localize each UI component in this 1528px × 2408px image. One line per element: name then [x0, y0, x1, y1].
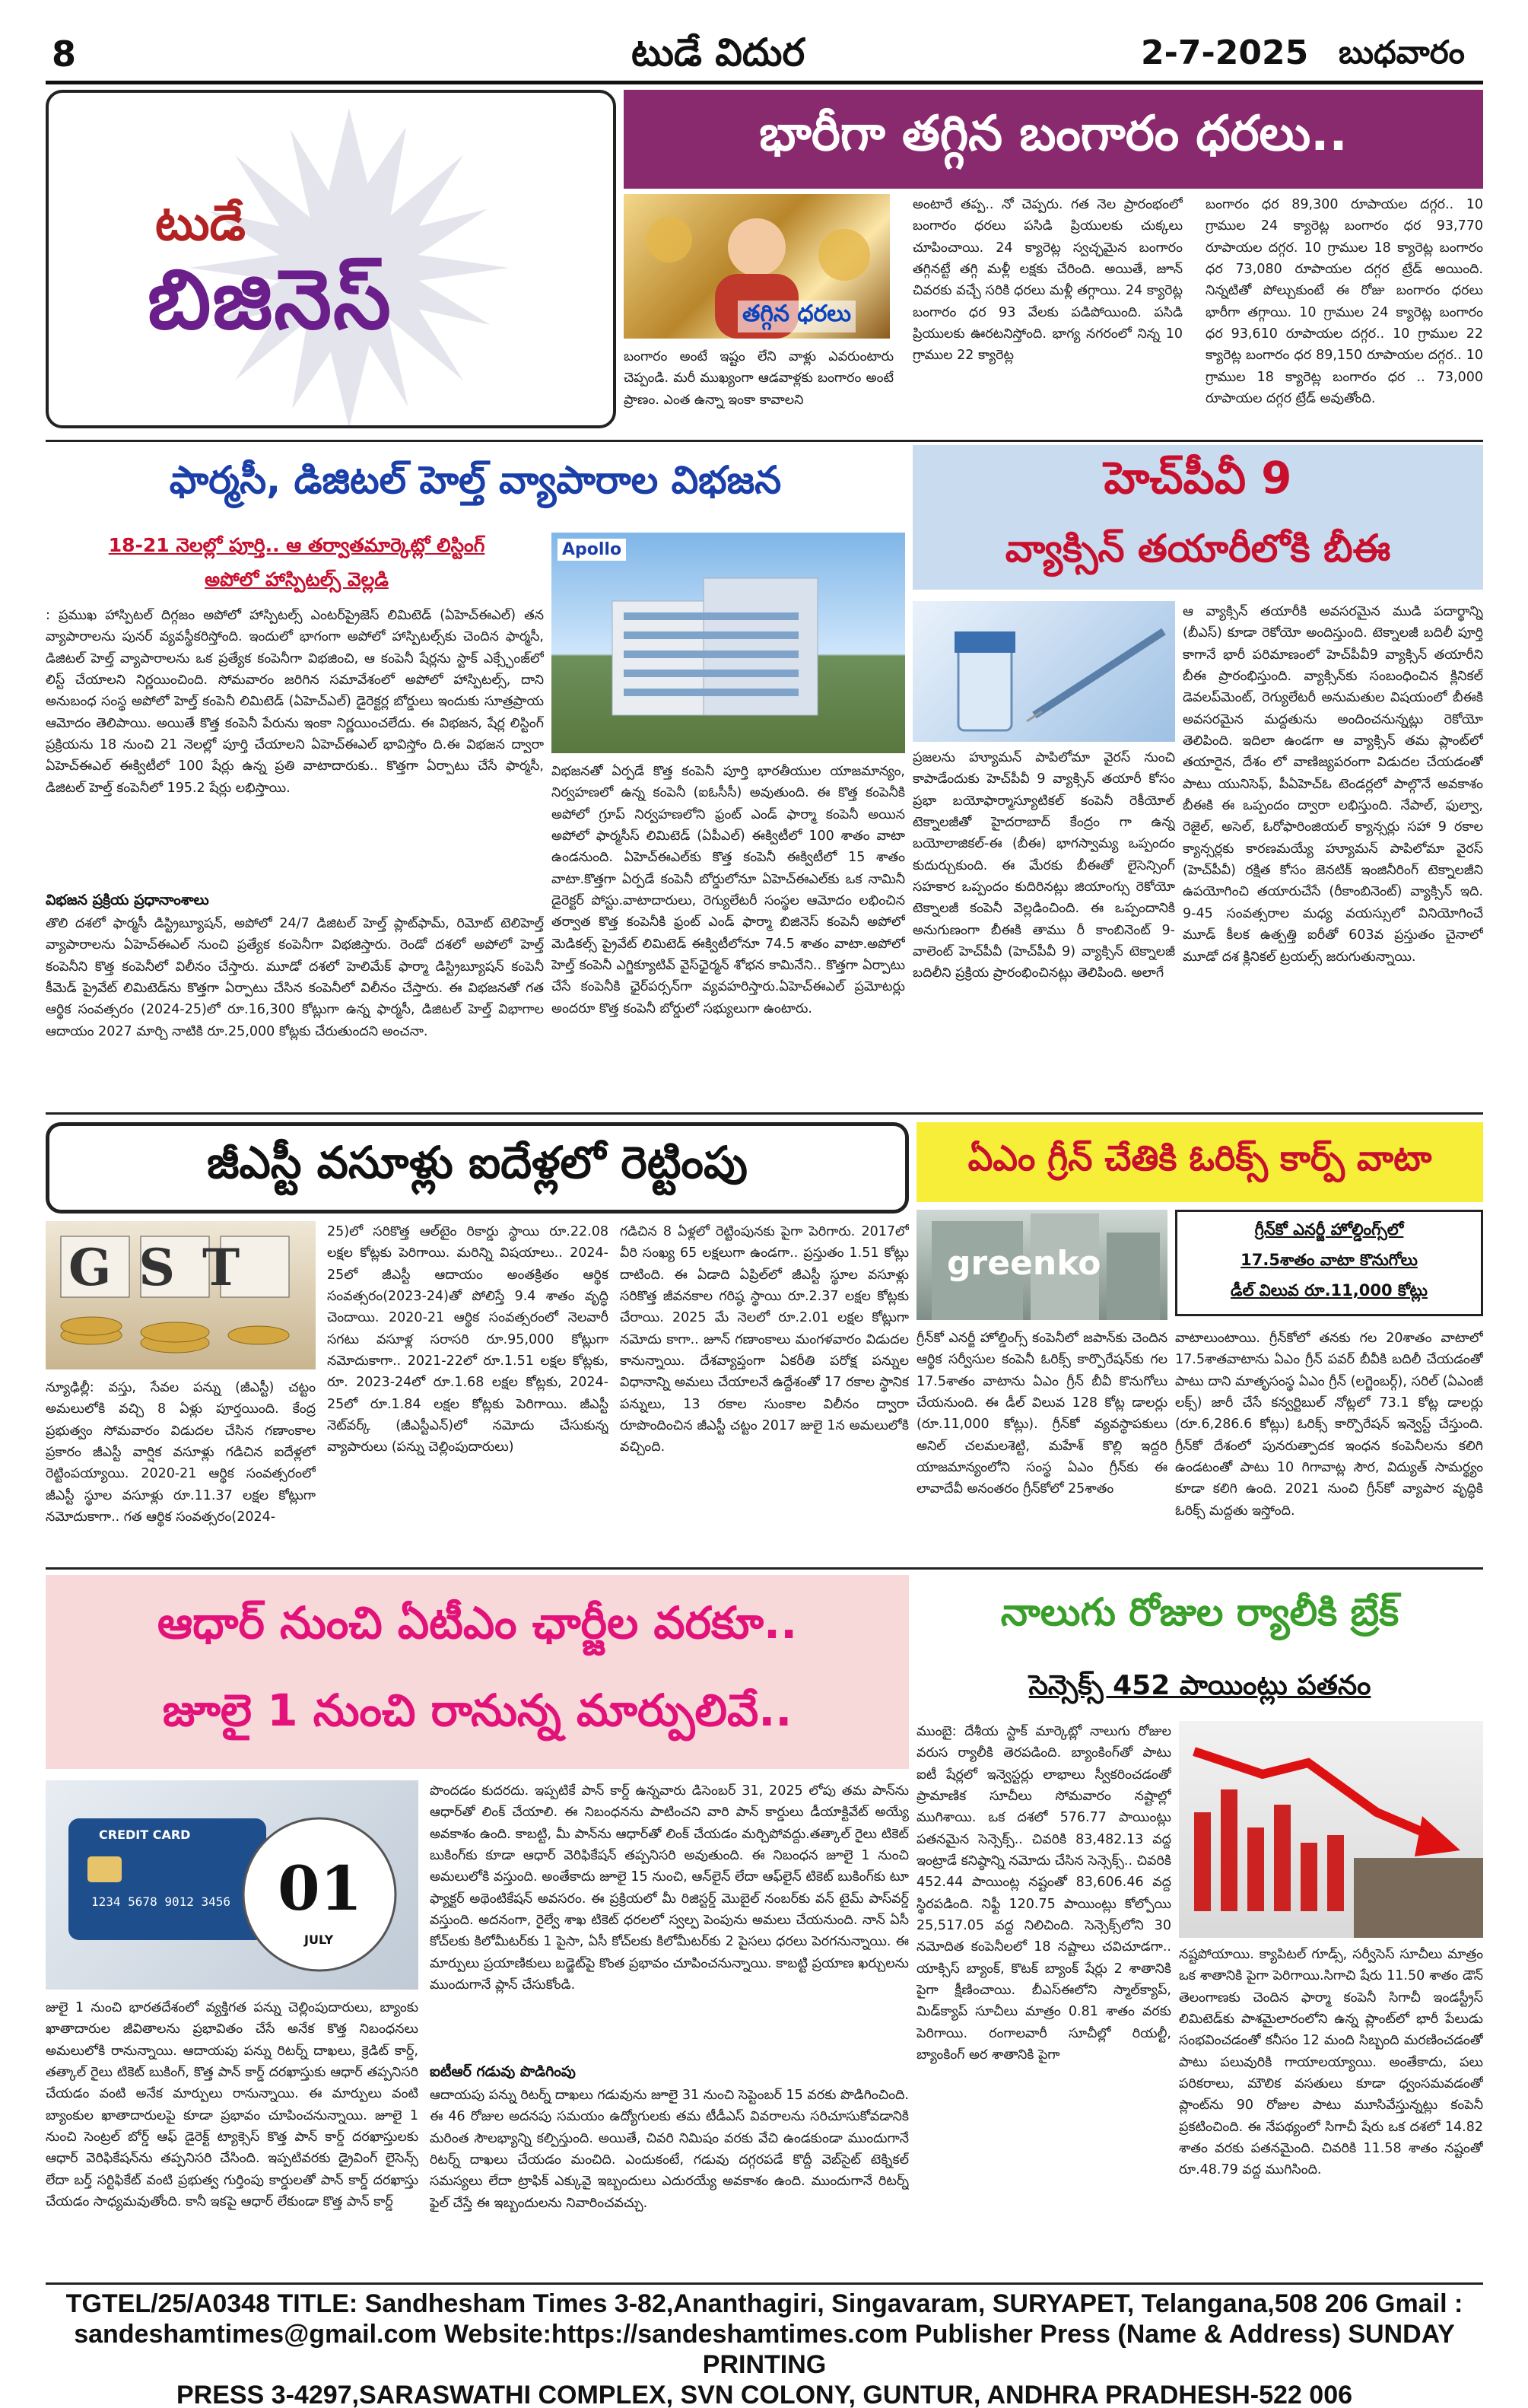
divider	[46, 440, 1483, 442]
gold-col1: బంగారం అంటే ఇష్టం లేని వాళ్లు ఎవరుంటారు చెప్పండి. మరీ ముఖ్యంగా ఆడవాళ్లకు బంగారం అంటే ప్రాణం. ఎంత ఉన్నా ఇంకా కావాలని	[624, 349, 894, 408]
apollo-logo-label: Apollo	[558, 539, 626, 561]
gst-headline: జీఎస్టీ వసూళ్లు ఐదేళ్లలో రెట్టింపు	[46, 1122, 909, 1214]
apollo-subhead1: 18-21 నెలల్లో పూర్తి.. ఆ తర్వాతమార్కెట్లో లిస్టింగ్	[108, 534, 485, 556]
gold-col2: అంటారే తప్ప.. నో చెప్పరు. గత నెల ప్రారంభంలో బంగారం ధరలు పసిడి ప్రియులకు చుక్కలు చూపించాయి. 24 క్యారెట్ల స్వచ్ఛమైన బంగారం తగ్గినట్టే తగ్గి మళ్లీ లక్షకు చేరింది. అయితే, జూన్ చివరకు వచ్చే సరికి ధరలు మళ్లీ తగ్గాయి. 24 క్యారెట్ల బంగారం ధర 93 వేలకు పడిపోయింది. పసిడి ప్రియులకు ఊరటనిస్తోంది. భాగ్య నగరంలో నిన్న 10 గ్రాముల 22 క్యారెట్ల	[913, 197, 1183, 364]
amgreen-box-line2: 17.5శాతం వాటా కొనుగోలు	[1241, 1251, 1418, 1269]
aadhar-headline1: ఆధార్ నుంచి ఏటీఎం ఛార్జీల వరకూ..	[157, 1596, 798, 1649]
hpv-headline1: హెచ్‌పీవీ 9	[1104, 451, 1292, 504]
gst-col3: గడిచిన 8 ఏళ్లలో రెట్టింపునకు పైగా పెరిగారు. 2017లో వీరి సంఖ్య 65 లక్షలుగా ఉండగా.. ప్రస్తుతం 1.51 కోట్లు దాటింది. ఈ ఏడాది ఏప్రిల్‌లో జీఎస్టీ స్థూల వసూళ్లు సరికొత్త జీవనకాల గరిష్ఠ స్థాయి రూ.2.37 లక్షల కోట్లకు చేరాయి. 2025 మే నెలలో రూ.2.01 లక్షల కోట్లుగా నమోదు కాగా.. జూన్ గణాంకాలు మంగళవారం విడుదల కానున్నాయి. దేశవ్యాప్తంగా ఏకరీతి పరోక్ష పన్నుల విధానాన్ని అమలు చేయాలనే ఉద్దేశంతో 17 రకాల స్థానిక పన్నులు, 13 రకాల సుంకాల విలీనం ద్వారా రూపొందించిన జీఎస్టీ చట్టం 2017 జులై 1న అమలులోకి వచ్చింది.	[620, 1224, 909, 1455]
apollo-points: తొలి దశలో ఫార్మసీ డిస్ట్రిబ్యూషన్, అపోలో 24/7 డిజిటల్ హెల్త్ ప్లాట్‌ఫామ్, రిమోట్ టెలిహెల్త్ వ్యాపారాలను ఏహెచ్ఈఎల్ నుంచి ప్రత్యేక కంపెనీగా విభజిస్తారు. రెండో దశలో అపోలో హెల్త్ కంపెనీని కొత్త కంపెనీలో విలీనం చేస్తారు. మూడో దశలో హెలిమేక్ ఫార్మా డిస్ట్రిబ్యూషన్ కంపెనీ కీమెడ్ ప్రైవేట్ లిమిటెడ్‌ను కొత్తగా ఏర్పాటు చేసిన కంపెనీలో విలీనం చేస్తారు. ఈ విభజనతో గత ఆర్థిక సంవత్సరం (2024-25)లో రూ.16,300 కోట్లుగా ఉన్న ఫార్మసీ, డిజిటల్ హెల్త్ విభాగాల ఆదాయం 2027 మార్చి నాటికి రూ.25,000 కోట్లకు చేరుతుందని అంచనా.	[46, 916, 544, 1039]
apollo-subhead2: అపోలో హాస్పిటల్స్ వెల్లడి	[205, 568, 389, 590]
apollo-headline: ఫార్మసీ, డిజిటల్ హెల్త్ వ్యాపారాల విభజన	[169, 458, 782, 502]
amgreen-col1: గ్రీన్‌కో ఎనర్జీ హోల్డింగ్స్ కంపెనీలో జపాన్‌కు చెందిన ఆర్థిక సర్వీసుల కంపెనీ ఓరిక్స్ కార్పొరేషన్‌కు గల 17.5శాతం వాటాను ఏఎం గ్రీన్ బీవీ కొనుగోలు చేయనుంది. ఈ డీల్ విలువ 128 కోట్ల డాలర్లు (రూ.11,000 కోట్లు). గ్రీన్‌కో వ్యవస్థాపకులు అనిల్ చలమలశెట్టి, మహేశ్ కొల్లి ఇద్దరి యాజమాన్యంలోని సంస్థ ఏఎం గ్రీన్‌కు ఈ లావాదేవీ అనంతరం గ్రీన్‌కోలో 25శాతం	[916, 1331, 1167, 1497]
amgreen-box-line1: గ్రీన్‌కో ఎనర్జీ హోల్డింగ్స్‌లో	[1254, 1220, 1404, 1239]
apollo-hospital-photo	[551, 533, 905, 753]
amgreen-highlight-box	[1175, 1210, 1483, 1316]
gold-headline: భారీగా తగ్గిన బంగారం ధరలు..	[624, 90, 1483, 189]
gst-col1: న్యూఢిల్లీ: వస్తు, సేవల పన్ను (జీఎస్టీ) చట్టం అమలులోకి వచ్చి 8 ఏళ్లు పూర్తయింది. కేంద్ర ప్రభుత్వం సోమవారం విడుదల చేసిన గణాంకాల ప్రకారం జీఎస్టీ వార్షిక వసూళ్లు గడిచిన ఐదేళ్లలో రెట్టింపయ్యాయి. 2020-21 ఆర్థిక సంవత్సరంలో జీఎస్టీ స్థూల వసూళ్లు రూ.11.37 లక్షల కోట్లుగా నమోదుకాగా.. గత ఆర్థిక సంవత్సరం(2024-	[46, 1380, 316, 1525]
apollo-section-title: విభజన ప్రక్రియ ప్రధానాంశాలు	[46, 892, 209, 908]
aadhar-col-bottom: జులై 1 నుంచి భారతదేశంలో వ్యక్తిగత పన్ను చెల్లింపుదారులు, బ్యాంకు ఖాతాదారుల జీవితాలను ప్రభావితం చేసే అనేక కొత్త నిబంధనలు అమలులోకి రానున్నాయి. ఆదాయపు పన్ను రిటర్న్ దాఖలు, క్రెడిట్ కార్డ్, తత్కాల్ రైలు టికెట్ బుకింగ్, కొత్త పాన్ కార్డ్ దరఖాస్తుకు ఆధార్ తప్పనిసరి చేయడం వంటి అనేక మార్పులు రానున్నాయి. ఈ మార్పులు వంటి బ్యాంకుల ఖాతాదారులపై కూడా ప్రభావం చూపించనున్నాయి. జూలై 1 నుంచి సెంట్రల్ బోర్డ్ ఆఫ్ డైరెక్ట్ ట్యాక్సెస్ కొత్త పాన్ కార్డ్ దరఖాస్తులకు ఆధార్ వెరిఫికేషన్‌ను తప్పనిసరి చేసింది. ఇప్పటివరకు డ్రైవింగ్ లైసెన్స్ లేదా బర్త్ సర్టిఫికేట్ వంటి ప్రభుత్వ గుర్తింపు కార్డులతో పాన్ కార్డ్ దరఖాస్తు చేయడం సాధ్యమవుతోంది. కానీ ఇకపై ఆధార్ లేకుండా కొత్త పాన్ కార్డ్	[46, 2000, 418, 2210]
amgreen-col2: వాటాలుంటాయి. గ్రీన్‌కోలో తనకు గల 20శాతం వాటాలో 17.5శాతవాటాను ఏఎం గ్రీన్ పవర్ బీవీకి బదిలీ చేయడంతో పాటు దాని మాతృసంస్థ ఏఎం గ్రీన్ (లగ్జెంబర్గ్), సరిల్ (ఏఎంజీ లక్స్) జారీ చేసే కన్వర్టిబుల్ నోట్లలో 73.1 కోట్ల డాలర్లు (రూ.6,286.6 కోట్లు) ఓరిక్స్ కార్పొరేషన్ ఇన్వెస్ట్ చేస్తుంది. గ్రీన్‌కో దేశంలో పునరుత్పాదక ఇంధన కంపెనీలను కలిగి ఉండటంతో పాటు 10 గిగావాట్ల సౌర, విద్యుత్ సామర్థ్యం కూడా కలిగి ఉంది. 2021 నుంచి గ్రీన్‌కో వ్యాపార వృద్ధికి ఓరిక్స్ మద్దతు ఇస్తోంది.	[1175, 1331, 1483, 1519]
gold-col3: బంగారం ధర 89,300 రూపాయల దగ్గర.. 10 గ్రాముల 24 క్యారెట్ల బంగారం ధర 93,770 రూపాయల దగ్గర. 10 గ్రాముల 18 క్యారెట్ల బంగారం ధర 73,080 రూపాయల దగ్గర ట్రేడ్ అయింది. నిన్నటితో పోల్చుకుంటే ఈ రోజు బంగారం ధరలు భారీగా తగ్గాయి. 10 గ్రాముల 24 క్యారెట్ల బంగారం ధర 93,610 రూపాయల దగ్గర.. 10 గ్రాముల 22 క్యారెట్ల బంగారం ధర 89,150 రూపాయల దగ్గర.. 10 గ్రాముల 18 క్యారెట్ల బంగారం ధర .. 73,000 రూపాయల దగ్గర ట్రేడ్ అవుతోంది.	[1206, 197, 1483, 407]
header-rule	[46, 81, 1483, 84]
credit-card-calendar-figure	[46, 1780, 418, 1990]
issue-weekday: బుధవారం	[1339, 33, 1465, 71]
greenko-logo-text: greenko	[947, 1244, 1101, 1283]
issue-date: 2-7-2025	[1141, 33, 1309, 72]
sensex-subhead: సెన్సెక్స్ 452 పాయింట్లు పతనం	[1028, 1670, 1371, 1701]
publisher-footer	[15, 2289, 1514, 2408]
hpv-vaccine-photo	[913, 601, 1175, 742]
falling-market-arrow-figure	[1179, 1721, 1483, 1938]
hpv-col1: ప్రజలను హ్యూమన్ పాపిలోమా వైరస్ నుంచి కాపాడేందుకు హెచ్‌పీవీ 9 వ్యాక్సిన్ తయారీ కోసం ప్రభా బయోఫార్మాస్యూటికల్ కంపెనీ రెకీయోల్‌ టెక్నాలజీతో హైదరాబాద్ కేంద్రం గా ఉన్న బయోలాజికల్-ఈ (బీఈ) భాగస్వామ్య ఒప్పందం కుదుర్చుకుంది. ఈ మేరకు బీఈతో లైసెన్సింగ్ సహకార ఒప్పందం కుదిరినట్లు జియాంగ్సు రెకోయో టెక్నాలజీ కంపెనీ వెల్లడించింది. ఈ ఒప్పందానికి అనుగుణంగా బీఈకి తాము రీ కాంబినెంట్ 9-వాలెంట్ హెచ్‌పీవీ (హెచ్‌పీవీ 9) వ్యాక్సిన్ టెక్నాలజీ బదిలీని ప్రక్రియ ప్రారంభించినట్లు తెలిపింది. అలాగే	[913, 750, 1175, 981]
gst-col2: 25)లో సరికొత్త ఆల్‌టైం రికార్డు స్థాయి రూ.22.08 లక్షల కోట్లకు పెరిగాయి. మరిన్ని విషయాలు.. 2024-25లో జీఎస్టీ ఆదాయం అంతక్రితం ఆర్థిక సంవత్సరం(2023-24)తో పోలిస్తే 9.4 శాతం వృద్ధి చెందాయి. 2020-21 ఆర్థిక సంవత్సరంలో నెలవారీ సగటు వసూళ్ల సరాసరి రూ.95,000 కోట్లుగా నమోదుకాగా.. 2021-22లో రూ.1.51 లక్షల కోట్లకు, రూ. 2023-24లో రూ.1.68 లక్షల కోట్లకు, 2024-25లో రూ.1.84 లక్షల కోట్లకు పెరిగాయి. జీఎస్టీ నెట్‌వర్క్ (జీఎస్టీఎన్)లో నమోదు చేసుకున్న వ్యాపారులు (పన్ను చెల్లింపుదారులు)	[327, 1224, 608, 1455]
aadhar-subhead: ఐటీఆర్ గడువు పొడిగింపు	[430, 2063, 576, 2080]
apollo-col2: విభజనతో ఏర్పడే కొత్త కంపెనీ పూర్తి భారతీయుల యాజమాన్యం, నిర్వహణలో ఉన్న కంపెనీ (ఐఓసీసీ) అవుతుంది. ఈ కొత్త కంపెనీకి అపోలో గ్రూప్ నిర్వహణలోని ఫ్రంట్ ఎండ్ ఫార్మా కంపెనీ అయిన అపోలో ఫార్మసీస్ లిమిటెడ్ (ఏపీఎల్) ఈక్విటీలో 100 శాతం వాటా ఉండనుంది. ఏహెచ్ఈఎల్‌కు కొత్త కంపెనీ ఈక్విటీలో 15 శాతం వాటా.కొత్తగా ఏర్పడే కంపెనీ బోర్డులోనూ ఏహెచ్ఈఎల్‌కు ఒక నామినీ డైరెక్టర్ పోస్టు.వాటాదారులు, రెగ్యులేటరీ సంస్థల ఆమోదం లభించిన తర్వాత కొత్త కంపెనీకి ఫ్రంట్ ఎండ్ ఫార్మా బిజినెస్ కంపెనీ అపోలో మెడికల్స్ ప్రైవేట్ లిమిటెడ్ ఈక్విటీలోనూ 74.5 శాతం వాటా.అపోలో హెల్త్ కంపెనీ ఎగ్జిక్యూటివ్ వైస్‌ఛైర్మన్ శోభన కామినేని.. కొత్తగా ఏర్పాటు చేసే కంపెనీకి ఛైర్‌పర్సన్‌గా వ్యవహరిస్తారు.ఏహెచ్ఈఎల్ ప్రమోటర్లు అందరూ కొత్త కంపెనీ బోర్డులో సభ్యులుగా ఉంటారు.	[551, 764, 905, 1016]
calendar-month: JULY	[304, 1932, 334, 1947]
card-number: 1234 5678 9012 3456	[91, 1894, 231, 1909]
card-label: CREDIT CARD	[99, 1827, 191, 1842]
apollo-lead: : ప్రముఖ హాస్పిటల్ దిగ్గజం అపోలో హాస్పిటల్స్ ఎంటర్‌ప్రైజెస్ లిమిటెడ్ (ఏహెచ్ఈఎల్) తన వ్యాపారాలను పునర్ వ్యవస్థీకరిస్తోంది. ఇందులో భాగంగా అపోలో హాస్పిటల్స్‌కు చెందిన ఫార్మసీ, డిజిటల్ హెల్త్ వ్యాపారాలను ఒక ప్రత్యేక కంపెనీగా విభజించి, ఆ కంపెనీ షేర్లను స్టాక్ ఎక్స్ఛేంజ్‌లో లిస్ట్ చేయాలని నిర్ణయించింది. సోమవారం జరిగిన సమావేశంలో అపోలో హాస్పిటల్స్, దాని అనుబంధ సంస్థ అపోలో హెల్త్ కంపెనీ లిమిటెడ్ (ఏహెచ్ఎల్) డైరెక్టర్ల బోర్డులు ఇందుకు సూత్రప్రాయ ఆమోదం తెలిపాయి. అయితే కొత్త కంపెనీ పేరును ఇంకా నిర్ణయించలేదు. ఈ విభజన, షేర్ల లిస్టింగ్ ప్రక్రియను 18 నుంచి 21 నెలల్లో పూర్తి చేయాలని ఏహెచ్ఈఎల్ భావిస్తోం ది.ఈ విభజన ద్వారా ఏహెచ్ఈఎల్ ఈక్విటీలో 100 షేర్లు ఉన్న ప్రతి వాటాదారుకు.. కొత్తగా ఏర్పాటు చేసే ఫార్మసీ, డిజిటల్ హెల్త్ కంపెనీలో 195.2 షేర్లు లభిస్తాయి.	[46, 608, 544, 796]
aadhar-headline2: జూలై 1 నుంచి రానున్న మార్పులివే..	[162, 1684, 793, 1736]
footer-rule	[46, 2282, 1483, 2285]
aadhar-col-top: పొందడం కుదరదు. ఇప్పటికే పాన్ కార్డ్ ఉన్నవారు డిసెంబర్ 31, 2025 లోపు తమ పాన్‌ను ఆధార్‌తో లింక్ చేయాలి. ఈ నిబంధనను పాటించని వారి పాన్ కార్డులు డీయాక్టివేట్ అయ్యే అవకాశం ఉంది. కాబట్టి, మీ పాన్‌ను ఆధార్‌తో లింక్ చేయడం మర్చిపోవద్దు.తత్కాల్ రైలు టికెట్ బుకింగ్‌కు కూడా ఆధార్ వెరిఫికేషన్ తప్పనిసరి అవుతుంది. ఈ నిబంధన జూలై 1 నుంచి అమలులోకి వస్తుంది. అంతేకాదు జూలై 15 నుంచి, ఆన్‌లైన్ లేదా ఆఫ్‌లైన్ టికెట్ బుకింగ్‌కు టూ ఫ్యాక్టర్ అథెంటికేషన్ అవసరం. ఈ ప్రక్రియలో మీ రిజిస్టర్డ్ మొబైల్ నంబర్‌కు వన్ టైమ్ పాస్‌వర్డ్ వస్తుంది. అదనంగా, రైల్వే శాఖ టికెట్ ధరలలో స్వల్ప పెంపును అమలు చేయనుంది. నాన్ ఏసీ కోచ్‌లకు కిలోమీటర్‌కు 1 పైసా, ఏసీ కోచ్‌లకు కిలోమీటర్‌కు 2 పైసలు ధరలు పెరగనున్నాయి. ఈ మార్పులు ప్రయాణికులు బడ్జెట్‌పై కొంత ప్రభావం చూపించనున్నాయి. కాబట్టి ప్రయాణ ఖర్చులను ముందుగానే ప్లాన్ చేసుకోండి.	[430, 1783, 909, 1993]
footer-line2: sandeshamtimes@gmail.com Website:https://sandeshamtimes.com Publisher Press (Name & Address) SUNDAY PRINTING	[74, 2320, 1455, 2380]
greenko-photo	[916, 1210, 1167, 1320]
page-number: 8	[52, 33, 77, 75]
hpv-headline2: వ్యాక్సిన్ తయారీలోకి బీఈ	[1005, 526, 1391, 571]
sensex-col-right: నష్టపోయాయి. క్యాపిటల్ గూడ్స్, సర్వీసెస్ సూచీలు మాత్రం ఒక శాతానికి పైగా పెరిగాయి.సిగాచి షేరు 11.50 శాతం డౌన్ తెలంగాణకు చెందిన ఫార్మా కంపెనీ సిగాచీ ఇండస్ట్రీస్ లిమిటెడ్‌కు పాశమైలారంలోని ఉన్న ప్లాంట్‌లో భారీ పేలుడు సంభవించడంతో కనీసం 12 మంది సిబ్బంది మరణించడంతో పాటు పలువురికి గాయాలయ్యాయి. అంతేకాదు, పలు పరికరాలు, మౌలిక వసతులు కూడా ధ్వంసమవడంతో ప్లాంట్‌ను 90 రోజుల పాటు మూసివేస్తున్నట్లు కంపెనీ ప్రకటించింది. ఈ నేపథ్యంలో సిగాచీ షేరు ఒక దశలో 14.82 శాతం వరకు పతనమైంది. చివరికి 11.58 శాతం నష్టంతో రూ.48.79 వద్ద ముగిసింది.	[1179, 1947, 1483, 2178]
calendar-day: 01	[278, 1853, 363, 1924]
amgreen-headline: ఏఎం గ్రీన్ చేతికి ఓరిక్స్ కార్ప్ వాటా	[916, 1122, 1483, 1202]
divider	[46, 1112, 1483, 1115]
gold-photo-caption: తగ్గిన ధరలు	[738, 301, 856, 332]
gst-photo-label: GST	[68, 1238, 268, 1297]
sensex-headline: నాలుగు రోజుల ర్యాలీకి బ్రేక్	[1000, 1589, 1399, 1634]
gst-photo	[46, 1221, 316, 1369]
logo-line1: టుడే	[155, 196, 246, 252]
logo-line2: బిజినెస్	[148, 253, 392, 348]
amgreen-box-line3: డీల్ విలువ రూ.11,000 కోట్లు	[1231, 1281, 1428, 1299]
divider	[46, 1567, 1483, 1570]
aadhar-col-top2: ఆదాయపు పన్ను రిటర్న్ దాఖలు గడువును జూలై 31 నుంచి సెప్టెంబర్ 15 వరకు పొడిగించింది. ఈ 46 రోజుల అదనపు సమయం ఉద్యోగులకు తమ టీడీఎస్ వివరాలను సరిచూసుకోవడానికి మరింత సౌలభ్యాన్ని కల్పిస్తుంది. అయితే, చివరి నిమిషం వరకు వేచి ఉండకుండా ముందుగానే రిటర్న్ దాఖలు చేయడం మంచిది. ఎందుకంటే, గడువు దగ్గరపడే కొద్దీ వెబ్‌సైట్ టెక్నికల్ సమస్యలు లేదా ట్రాఫిక్ ఎక్కువై ఇబ్బందులు ఎదురయ్యే అవకాశం ఉంది. ముందుగానే రిటర్న్ ఫైల్ చేస్తే ఈ ఇబ్బందులను నివారించవచ్చు.	[430, 2088, 909, 2211]
footer-line3: PRESS 3-4297,SARASWATHI COMPLEX, SVN COLONY, GUNTUR, ANDHRA PRADHESH-522 006	[176, 2381, 1353, 2408]
hpv-col2: ఆ వ్యాక్సిన్ తయారీకి అవసరమైన ముడి పదార్థాన్ని (బీఎస్) కూడా రెకోయో అందిస్తుంది. టెక్నాలజీ బదిలీ పూర్తి కాగానే భారీ పరిమాణంలో హెచ్‌పీవీ9 వ్యాక్సిన్ తయారీని బీఈ ప్రారంభిస్తుంది. వ్యాక్సిన్‌కు సంబంధించిన క్లినికల్ డెవలప్‌మెంట్, రెగ్యులేటరీ అనుమతుల విషయంలో బీఈకి అవసరమైన మద్దతును అందించనున్నట్లు రెకోయో తెలిపింది. ఇదిలా ఉండగా ఆ వ్యాక్సిన్ తమ ప్లాంట్‌లో తయారైన, దేశం లో వాణిజ్యపరంగా విడుదల చేయడంతో పాటు యునిసెఫ్, పీఏహెచ్ఓ టెండర్లలో పాల్గొనే అవకాశం బీఈకి ఈ ఒప్పందం ద్వారా లభిస్తుంది. నేపాల్, ఫుల్వా, రెజైల్, అసెల్, ఓరోఫారింజియల్ క్యాన్సర్లు సహా 9 రకాల క్యాన్సర్లకు కారణమయ్యే హ్యూమన్ పాపిలోమా వైరస్ (హెచ్‌పీవీ) రక్షిత కోసం జెనటిక్ ఇంజినీరింగ్ టెక్నాలజీని ఉపయోగించి తయారుచేసే (రీకాంబినెంట్) వ్యాక్సిన్ ఇది. 9-45 సంవత్సరాల మధ్య వయస్సులో వినియోగించే మూడ్ కీలక ఉత్పత్తి ఐరీతో 603వ ప్రస్తుతం చైనాలో మూడో దశ క్లినికల్ ట్రయల్స్ జరుగుతున్నాయి.	[1183, 604, 1483, 965]
hospital-building-figure	[551, 533, 905, 753]
business-logo-box	[46, 90, 616, 428]
sensex-chart-photo	[1179, 1721, 1483, 1938]
vaccine-vial-figure	[913, 601, 1175, 742]
page-header	[46, 30, 1483, 79]
aadhar-photo	[46, 1780, 418, 1990]
paper-name: టుడే విదుర	[631, 30, 805, 75]
footer-line1: TGTEL/25/A0348 TITLE: Sandhesham Times 3-82,Ananthagiri, Singavaram, SURYAPET, Telangana,508 206 Gmail :	[65, 2289, 1463, 2318]
sensex-col-top: ముంబై: దేశీయ స్టాక్ మార్కెట్లో నాలుగు రోజుల వరుస ర్యాలీకి తెరపడింది. బ్యాంకింగ్‌తో పాటు ఐటీ షేర్లలో ఇన్వెస్టర్లు లాభాలు స్వీకరించడంతో ప్రామాణిక సూచీలు సోమవారం నష్టాల్లో ముగిశాయి. ఒక దశలో 576.77 పాయింట్లు పతనమైన సెన్సెక్స్.. చివరికి 83,482.13 వద్ద ఇంట్రాడే కనిష్ఠాన్ని నమోదు చేసిన సెన్సెక్స్.. చివరికి 452.44 పాయింట్ల నష్టంతో 83,606.46 వద్ద స్థిరపడింది. నిఫ్టీ 120.75 పాయింట్లు కోల్పోయి 25,517.05 వద్ద నిలిచింది. సెన్సెక్స్‌లోని 30 నమోదిత కంపెనీలలో 18 నష్టాలు చవిచూడగా.. యాక్సిస్ బ్యాంక్, కొటక్ బ్యాంక్ షేర్లు 2 శాతానికి పైగా క్షీణించాయి. బీఎస్ఈలోని స్మాల్‌క్యాప్, మిడ్‌క్యాప్ సూచీలు మాత్రం 0.81 శాతం వరకు పెరిగాయి. రంగాలవారీ సూచీల్లో రియల్టీ, బ్యాంకింగ్ అర శాతానికి పైగా	[916, 1724, 1171, 2063]
